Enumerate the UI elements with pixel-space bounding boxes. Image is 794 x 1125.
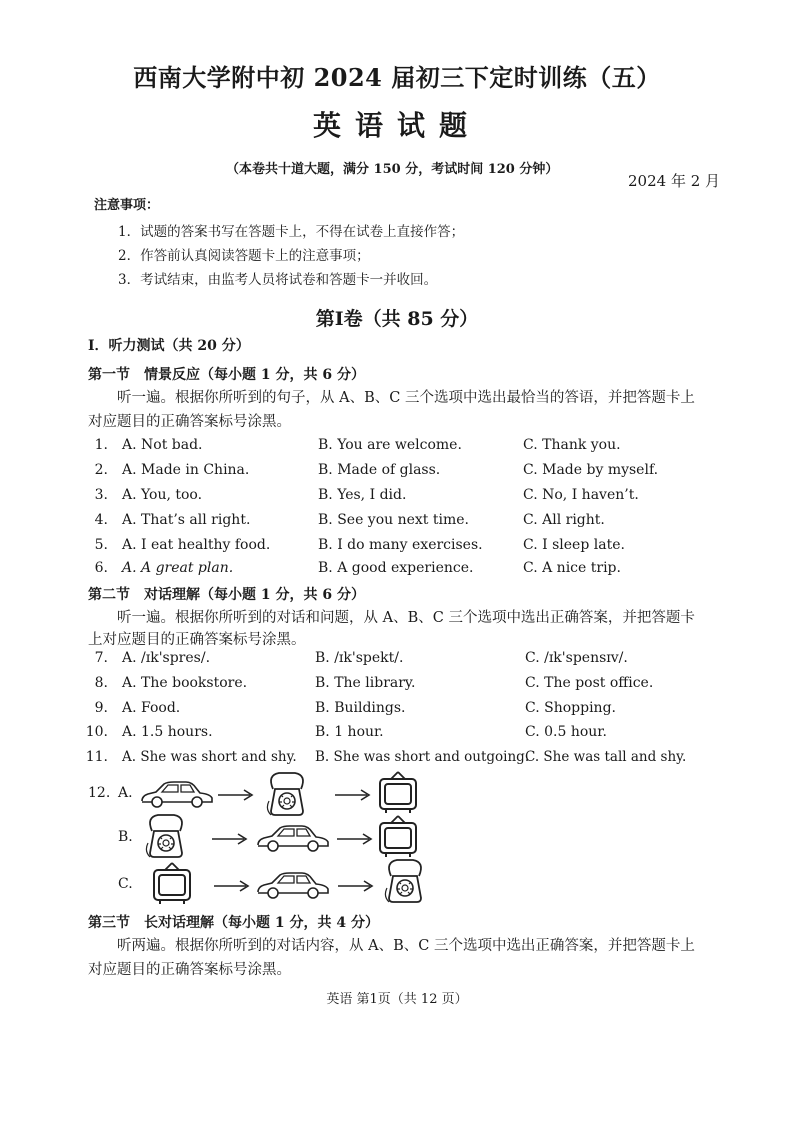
option-c: C. She was tall and shy. (525, 749, 687, 765)
page-footer: 英语 第1页（共 12 页） (326, 992, 468, 1007)
option-c: C. Made by myself. (523, 462, 659, 478)
picture-option-b (0, 815, 794, 859)
subsection-heading: 第二节 对话理解（每小题 1 分，共 6 分） (88, 587, 365, 603)
option-b: B. Made of glass. (318, 462, 441, 478)
option-label: C. (118, 876, 133, 892)
instruction-text: 上对应题目的正确答案标号涂黑。 (88, 632, 306, 648)
option-a: A. The bookstore. (122, 675, 248, 691)
question-row (0, 462, 794, 484)
option-b: B. Buildings. (315, 700, 406, 716)
part-title: 第Ⅰ卷（共 85 分） (315, 308, 479, 330)
tv-icon (378, 771, 420, 815)
option-a: A. Made in China. (122, 462, 250, 478)
option-c: C. I sleep late. (523, 537, 625, 553)
question-row (0, 650, 794, 672)
option-a: A. That’s all right. (122, 512, 251, 528)
exam-date: 2024 年 2 月 (628, 172, 721, 190)
option-b: B. You are welcome. (318, 437, 462, 453)
car-icon (256, 823, 332, 853)
option-a: A. Food. (122, 700, 181, 716)
telephone-icon (265, 771, 309, 817)
option-b: B. Yes, I did. (318, 487, 407, 503)
question-number: 5. (94, 537, 108, 553)
exam-info: （本卷共十道大题，满分 150 分，考试时间 120 分钟） (226, 162, 559, 177)
note-item: 2．作答前认真阅读答题卡上的注意事项； (118, 248, 370, 264)
question-number: 12. (88, 785, 111, 801)
telephone-icon (383, 858, 427, 904)
option-c: C. /ɪk'spensɪv/. (525, 650, 628, 666)
car-icon (140, 779, 216, 809)
option-c: C. The post office. (525, 675, 654, 691)
subsection-heading: 第一节 情景反应（每小题 1 分，共 6 分） (88, 367, 365, 383)
tv-icon (152, 862, 194, 906)
question-number: 11. (85, 749, 108, 765)
arrow-icon (335, 787, 371, 803)
question-row (0, 487, 794, 509)
exam-main-title: 西南大学附中初 2024 届初三下定时训练（五） (133, 63, 661, 92)
notes-heading: 注意事项： (94, 198, 160, 213)
note-item: 3．考试结束，由监考人员将试卷和答题卡一并收回。 (118, 272, 438, 288)
question-number: 1. (94, 437, 108, 453)
option-a: A. She was short and shy. (122, 749, 297, 765)
option-a: A. 1.5 hours. (122, 724, 213, 740)
option-a: A. I eat healthy food. (122, 537, 271, 553)
question-row (0, 675, 794, 697)
option-c: C. No, I haven’t. (523, 487, 639, 503)
option-c: C. 0.5 hour. (525, 724, 607, 740)
question-row (0, 537, 794, 559)
arrow-icon (214, 878, 250, 894)
option-c: C. A nice trip. (523, 560, 621, 576)
question-row (0, 749, 794, 771)
question-row (0, 512, 794, 534)
option-b: B. A good experience. (318, 560, 474, 576)
picture-option-a (0, 775, 794, 819)
instruction-text: 听一遍。根据你所听到的句子，从 A、B、C 三个选项中选出最恰当的答语，并把答题卡上 (117, 390, 695, 406)
option-a: A. You, too. (122, 487, 203, 503)
instruction-text: 对应题目的正确答案标号涂黑。 (88, 414, 291, 430)
option-a: A. Not bad. (122, 437, 203, 453)
arrow-icon (218, 787, 254, 803)
instruction-text: 听两遍。根据你所听到的对话内容，从 A、B、C 三个选项中选出正确答案，并把答题卡上 (117, 938, 695, 954)
option-b: B. She was short and outgoing. (315, 749, 530, 765)
question-row (0, 724, 794, 746)
option-label: B. (118, 829, 133, 845)
option-c: C. Thank you. (523, 437, 621, 453)
question-number: 9. (94, 700, 108, 716)
arrow-icon (337, 831, 373, 847)
question-number: 3. (94, 487, 108, 503)
option-a: A. /ɪk'spres/. (122, 650, 211, 666)
option-b: B. The library. (315, 675, 416, 691)
question-row (0, 700, 794, 722)
question-number: 2. (94, 462, 108, 478)
arrow-icon (338, 878, 374, 894)
option-b: B. I do many exercises. (318, 537, 483, 553)
exam-subject-title: 英语试题 (312, 109, 481, 142)
tv-icon (378, 815, 420, 859)
question-row (0, 437, 794, 459)
subsection-heading: 第三节 长对话理解（每小题 1 分，共 4 分） (88, 915, 379, 931)
instruction-text: 听一遍。根据你所听到的对话和问题，从 A、B、C 三个选项中选出正确答案，并把答题卡 (117, 610, 695, 626)
instruction-text: 对应题目的正确答案标号涂黑。 (88, 962, 291, 978)
option-label: A. (118, 785, 133, 801)
question-number: 7. (94, 650, 108, 666)
section-heading: Ⅰ．听力测试（共 20 分） (88, 338, 250, 354)
option-b: B. See you next time. (318, 512, 469, 528)
telephone-icon (144, 813, 188, 859)
option-c: C. All right. (523, 512, 605, 528)
question-number: 10. (85, 724, 108, 740)
question-number: 4. (94, 512, 108, 528)
option-b: B. 1 hour. (315, 724, 384, 740)
picture-option-c (0, 862, 794, 906)
note-item: 1．试题的答案书写在答题卡上，不得在试卷上直接作答； (118, 224, 465, 240)
option-a: A. A great plan. (122, 560, 234, 576)
car-icon (256, 870, 332, 900)
question-number: 8. (94, 675, 108, 691)
question-number: 6. (94, 560, 108, 576)
question-row (0, 560, 794, 582)
option-c: C. Shopping. (525, 700, 616, 716)
option-b: B. /ɪk'spekt/. (315, 650, 404, 666)
arrow-icon (212, 831, 248, 847)
